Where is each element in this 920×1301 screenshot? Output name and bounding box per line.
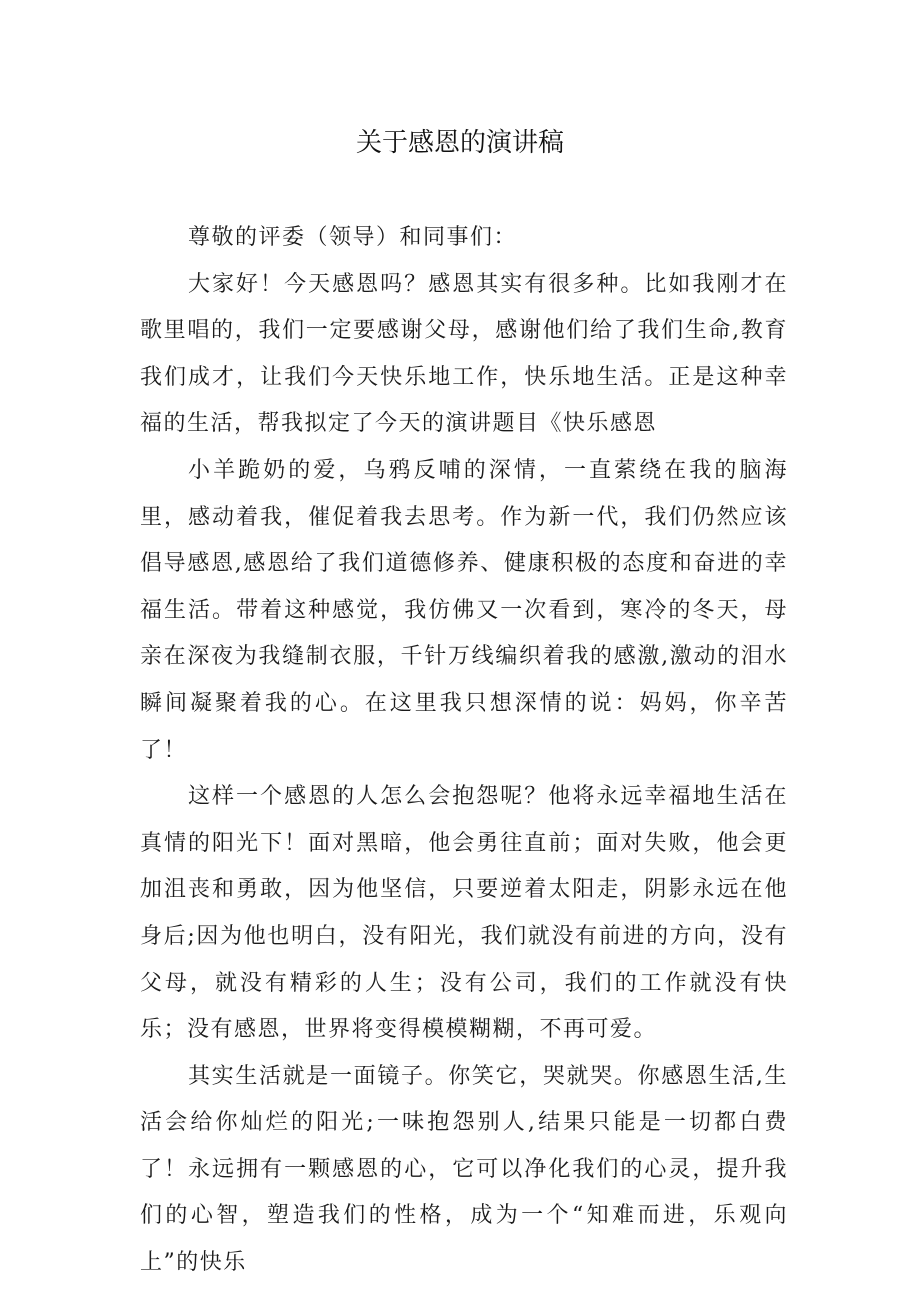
paragraph-4: 其实生活就是一面镜子。你笑它，哭就哭。你感恩生活,生活会给你灿烂的阳光;一味抱怨别人,结果只能是一切都白费了！永远拥有一颗感恩的心，它可以净化我们的心灵，提升我们的心智，塑造我们的性格，成为一个“知难而进，乐观向上”的快乐 [140, 1063, 788, 1276]
document-title: 关于感恩的演讲稿 [355, 128, 564, 158]
paragraph-1: 大家好！今天感恩吗？感恩其实有很多种。比如我刚才在歌里唱的，我们一定要感谢父母，感谢他们给了我们生命,教育我们成才，让我们今天快乐地工作，快乐地生活。正是这种幸福的生活，帮我拟定了今天的演讲题目《快乐感恩 [140, 271, 788, 437]
document-body [140, 215, 788, 1287]
paragraph-2: 小羊跪奶的爱，乌鸦反哺的深情，一直萦绕在我的脑海里，感动着我，催促着我去思考。作为新一代，我们仍然应该倡导感恩,感恩给了我们道德修养、健康积极的态度和奋进的幸福生活。带着这种感觉，我仿佛又一次看到，寒冷的冬天，母亲在深夜为我缝制衣服，千针万线编织着我的感激,激动的泪水瞬间凝聚着我的心。在这里我只想深情的说：妈妈，你辛苦了！ [140, 457, 788, 763]
salutation: 尊敬的评委（领导）和同事们： [188, 225, 518, 250]
paragraph-3: 这样一个感恩的人怎么会抱怨呢？他将永远幸福地生活在真情的阳光下！面对黑暗，他会勇往直前；面对失败，他会更加沮丧和勇敢，因为他坚信，只要逆着太阳走，阴影永远在他身后;因为他也明白，没有阳光，我们就没有前进的方向，没有父母，就没有精彩的人生；没有公司，我们的工作就没有快乐；没有感恩，世界将变得模模糊糊，不再可爱。 [140, 784, 788, 1043]
